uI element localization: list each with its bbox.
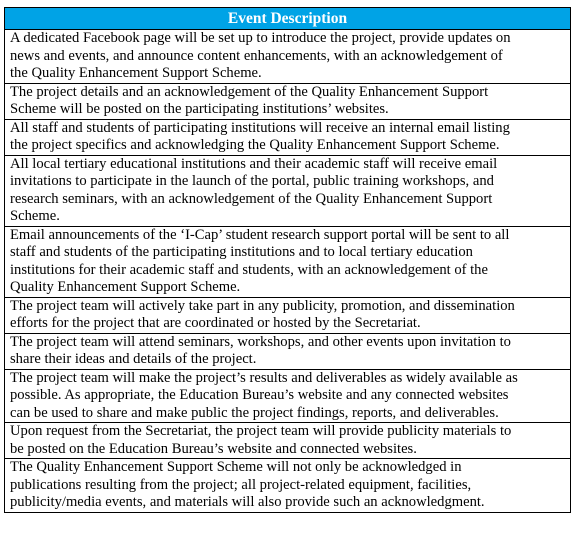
row-line: research seminars, with an acknowledgement of the Quality Enhancement Support <box>10 190 493 207</box>
row-line: share their ideas and details of the project. <box>10 351 257 367</box>
row-line: invitations to participate in the launch of the portal, public training workshops, and <box>10 173 494 189</box>
row-line: the Quality Enhancement Support Scheme. <box>10 65 262 81</box>
row-line: The project team will actively take part in any publicity, promotion, and dissemination <box>10 297 515 314</box>
table-row <box>5 156 570 227</box>
row-line: The project details and an acknowledgement of the Quality Enhancement Support <box>10 83 489 100</box>
row-line: The Quality Enhancement Support Scheme will not only be acknowledged in <box>10 459 462 475</box>
row-line: A dedicated Facebook page will be set up to introduce the project, provide updates on <box>10 30 511 46</box>
row-line: can be used to share and make public the project findings, reports, and deliverables. <box>10 404 499 421</box>
row-line: news and events, and announce content enhancements, with an acknowledgement of <box>10 47 503 64</box>
table-row <box>5 30 570 84</box>
table-row <box>5 120 570 156</box>
row-line: The project team will make the project’s results and deliverables as widely available as <box>10 369 518 386</box>
table-row <box>5 423 570 459</box>
table-row <box>5 298 570 334</box>
row-line: Quality Enhancement Support Scheme. <box>10 279 241 295</box>
table-row <box>5 370 570 424</box>
row-line: The project team will attend seminars, workshops, and other events upon invitation to <box>10 333 511 350</box>
row-line: All local tertiary educational institutions and their academic staff will receive email <box>10 155 498 172</box>
row-line: the project specifics and acknowledging the Quality Enhancement Support Scheme. <box>10 137 500 153</box>
row-line: publications resulting from the project; all project-related equipment, facilities, <box>10 476 472 493</box>
row-line: All staff and students of participating institutions will receive an internal email listing <box>10 119 510 136</box>
row-line: Email announcements of the ‘I-Cap’ student research support portal will be sent to all <box>10 226 510 243</box>
table-row <box>5 459 570 512</box>
row-line: publicity/media events, and materials will also provide such an acknowledgment. <box>10 494 485 510</box>
table-row <box>5 227 570 298</box>
row-line: be posted on the Education Bureau’s website and connected websites. <box>10 440 417 457</box>
event-description-table <box>4 7 571 513</box>
row-line: Upon request from the Secretariat, the project team will provide publicity materials to <box>10 423 512 439</box>
row-line: staff and students of the participating institutions and to local tertiary education <box>10 244 473 260</box>
row-line: possible. As appropriate, the Education Bureau’s website and any connected websites <box>10 387 509 403</box>
row-line: Scheme will be posted on the participating institutions’ websites. <box>10 101 389 117</box>
row-line: institutions for their academic staff and students, with an acknowledgement of the <box>10 261 488 278</box>
table-row <box>5 84 570 120</box>
row-line: efforts for the project that are coordinated or hosted by the Secretariat. <box>10 315 421 331</box>
table-row <box>5 334 570 370</box>
table-header: Event Description <box>5 8 570 30</box>
row-line: Scheme. <box>10 208 60 224</box>
